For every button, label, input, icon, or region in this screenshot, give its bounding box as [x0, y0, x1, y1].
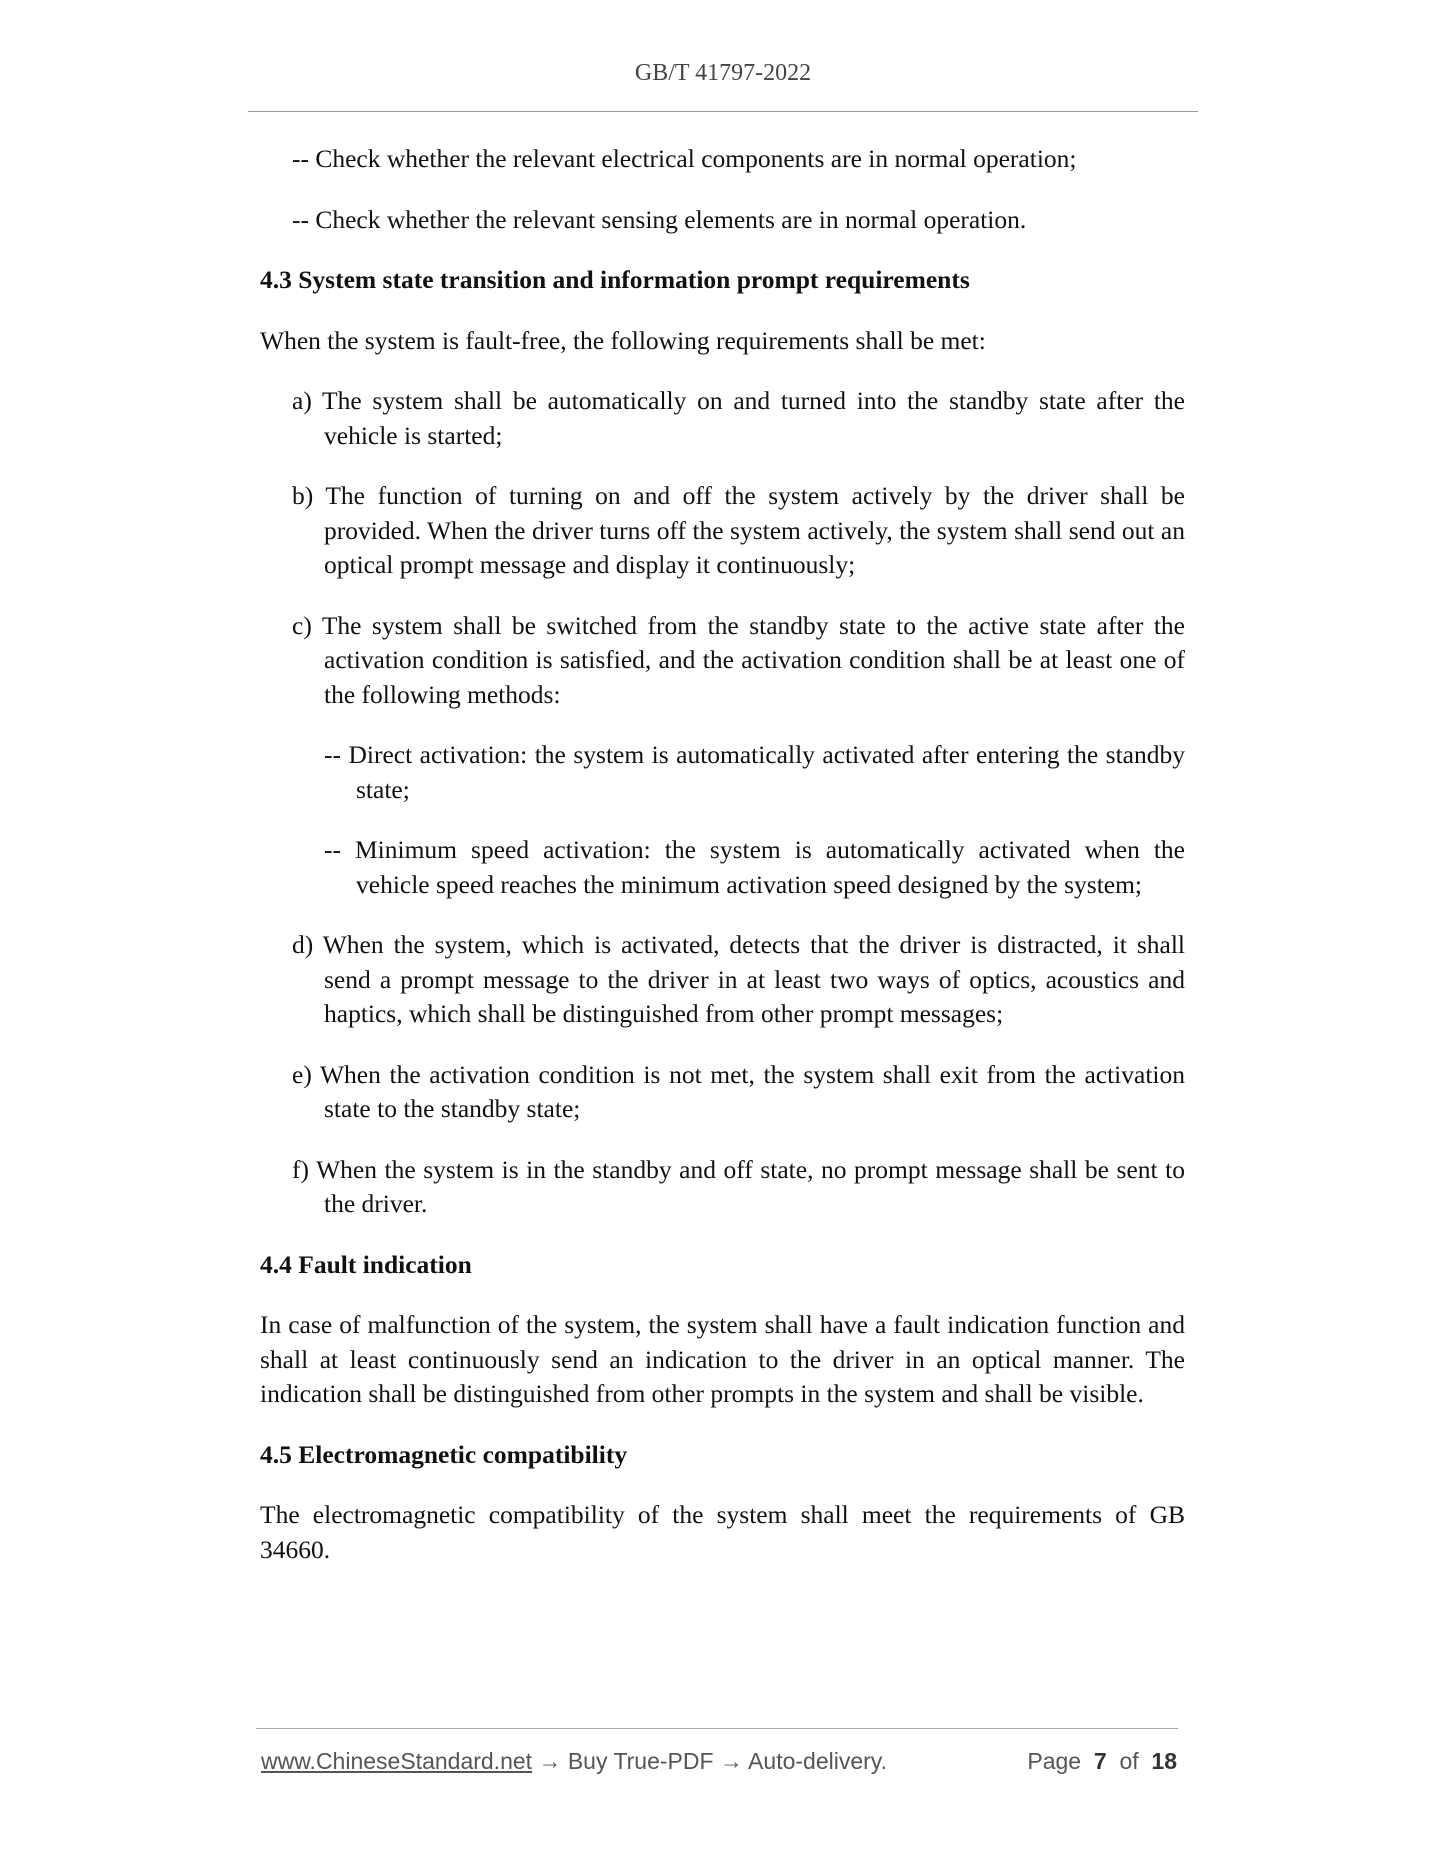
document-body	[260, 142, 1185, 1593]
check-electrical-bullet: -- Check whether the relevant electrical components are in normal operation;	[292, 144, 1077, 173]
check-sensing-bullet: -- Check whether the relevant sensing elements are in normal operation.	[292, 204, 1027, 234]
section-4-4-text: In case of malfunction of the system, the system shall have a fault indication function and shall at least continuously send an indication to the driver in an optical manner. The indication shall be distinguished from other prompts in the system and shall be visible.	[260, 1310, 1185, 1408]
requirement-item-d: d) When the system, which is activated, detects that the driver is distracted, it shall send a prompt message to the driver in at least two ways of optics, acoustics and haptics, which shall be distinguished from other prompt messages;	[292, 930, 1185, 1028]
section-4-5-text: The electromagnetic compatibility of the system shall meet the requirements of GB 34660.	[260, 1500, 1185, 1564]
total-pages: 18	[1151, 1748, 1177, 1774]
page-indicator	[1027, 1748, 1177, 1775]
footer-divider	[256, 1728, 1178, 1729]
page-label: Page	[1027, 1748, 1082, 1774]
requirement-item-a: a) The system shall be automatically on and turned into the standby state after the vehicle is started;	[292, 386, 1185, 450]
activation-method-direct: -- Direct activation: the system is automatically activated after entering the standby state;	[324, 740, 1185, 804]
requirement-item-c: c) The system shall be switched from the standby state to the active state after the activation condition is satisfied, and the activation condition shall be at least one of the following methods:	[292, 610, 1185, 709]
requirement-item-e: e) When the activation condition is not met, the system shall exit from the activation state to the standby state;	[292, 1059, 1185, 1123]
chinesestandard-link[interactable]: www.ChineseStandard.net	[261, 1748, 533, 1774]
of-label: of	[1119, 1748, 1139, 1774]
section-4-5-heading: 4.5 Electromagnetic compatibility	[260, 1439, 628, 1469]
requirement-item-f: f) When the system is in the standby and off state, no prompt message shall be sent to the driver.	[292, 1154, 1185, 1218]
footer-promo	[261, 1748, 887, 1775]
activation-method-minimum-speed: -- Minimum speed activation: the system is automatically activated when the vehicle speed reaches the minimum activation speed designed by the system;	[324, 835, 1185, 899]
header-divider	[248, 111, 1198, 112]
page-footer	[261, 1748, 1177, 1778]
footer-promo-text: → Buy True-PDF → Auto-delivery.	[532, 1748, 887, 1774]
section-4-3-heading: 4.3 System state transition and information prompt requirements	[260, 265, 970, 294]
current-page-number: 7	[1093, 1748, 1107, 1774]
section-4-3-intro: When the system is fault-free, the following requirements shall be met:	[260, 325, 986, 355]
requirement-item-b: b) The function of turning on and off the system actively by the driver shall be provided. When the driver turns off the system actively, the system shall send out an optical prompt message and display it continuously;	[292, 481, 1185, 579]
page-header-standard-code: GB/T 41797-2022	[634, 60, 812, 86]
section-4-4-heading: 4.4 Fault indication	[260, 1249, 472, 1279]
